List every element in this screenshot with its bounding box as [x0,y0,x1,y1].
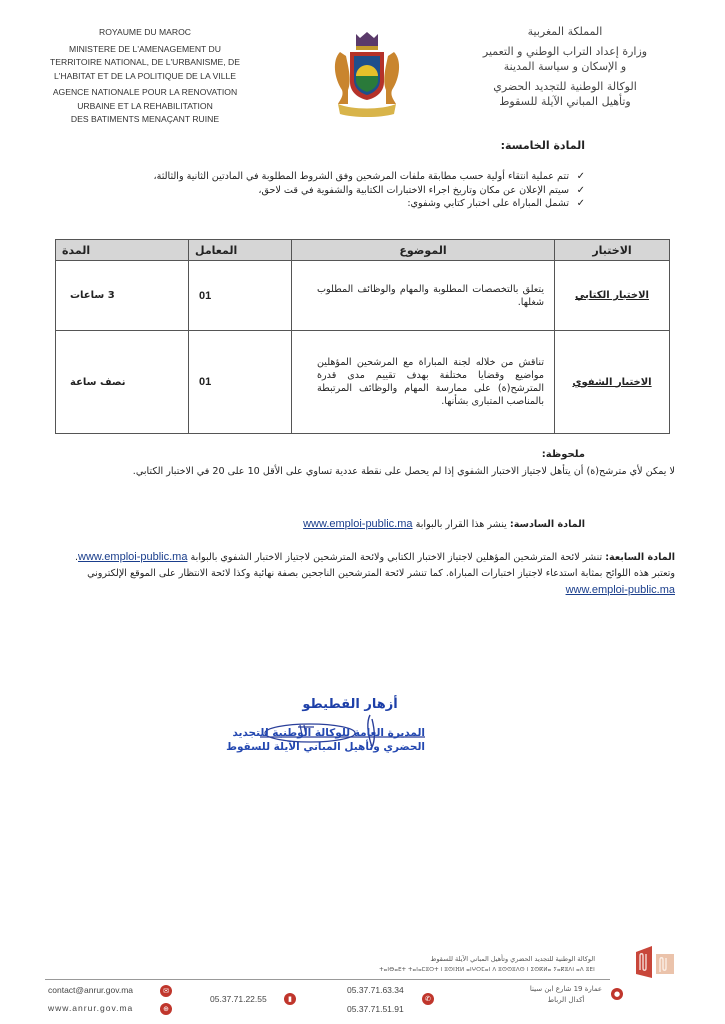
country-fr: ROYAUME DU MAROC [99,27,191,37]
table-row [56,261,670,331]
footer-fax: 05.37.71.22.55 [210,994,267,1004]
bullet-item [25,184,585,198]
signatory-title-line: الحضري وتأهيل المباني الآيلة للسقوط [226,741,425,753]
checkmark-icon: ✓ [576,171,585,182]
article7-text: تنشر لائحة المترشحين المؤهلين لاجتياز الاختبار الكتابي ولائحة المترشحين لاجتياز الاختبار الشفوي بالبوابة [190,552,603,563]
emploi-public-link[interactable]: www.emploi-public.ma [78,551,188,563]
footer-agency-tifinagh: ⵜⴰⵏⴱⴰⴹⵜ ⵜⴰⵏⴰⵎⵓⵔⵜ ⵏ ⵓⵙⵏⴼⵍ ⴰⵏⵖⵔⵎⴰⵏ ⴷ ⵓⵙⵙⵓⴷⵙ ⵏ ⵉⵙⴽⵍⴰ ⵢⴰⴽⵓⴷⵏ ⴰⴷ ⵓⴹⵏ [379,967,595,973]
header-arabic [445,24,685,109]
footer-divider [45,979,610,980]
emploi-public-link[interactable]: www.emploi-public.ma [565,584,675,596]
agency-fr-line: DES BATIMENTS MENAÇANT RUINE [70,114,220,124]
agency-fr-line: AGENCE NATIONALE POUR LA RENOVATION [52,87,238,97]
header-french [20,26,270,127]
checkmark-icon: ✓ [576,198,585,209]
note-title: ملحوظة: [541,449,585,460]
footer-email[interactable]: contact@anrur.gov.ma [48,985,134,995]
checkmark-icon: ✓ [576,184,585,196]
header-subject: الموضوع [292,240,555,261]
ministry-fr-line: MINISTERE DE L'AMENAGEMENT DU [69,43,221,54]
article6-label: المادة السادسة: [509,519,585,530]
header-coefficient: المعامل [189,240,292,261]
table-row [56,331,670,434]
agency-ar-line: الوكالة الوطنية للتجديد الحضري [493,80,637,93]
exam-subject: يتعلق بالتخصصات المطلوبة والمهام والوظائف المطلوب شغلها. [292,261,555,331]
exam-duration: 3 ساعات [56,261,189,331]
article5-bullets [25,170,585,211]
table-header-row [56,240,670,261]
article6 [303,518,585,530]
location-pin-icon: ● [611,988,623,1000]
exam-coefficient: 01 [189,261,292,331]
email-icon: ✉ [160,985,172,997]
agency-ar-line: وتأهيل المباني الآيلة للسقوط [499,95,631,108]
article6-text: ينشر هذا القرار بالبوابة [415,519,507,530]
agency-logo-icon [634,944,678,980]
exam-subject: تناقش من خلاله لجنة المباراة مع المرشحين المؤهلين مواضيع وقضايا مختلفة بهدف تقييم مدى قدرة المترشح(ة) على ممارسة المهام والوظائف المرتبطة بالمناصب المتبارى بشأنها. [292,331,555,434]
exam-coefficient: 01 [189,331,292,434]
globe-icon: ⊕ [160,1003,172,1015]
article7-label: المادة السابعة: [605,552,675,563]
exam-duration: نصف ساعة [56,331,189,434]
bullet-text: تتم عملية انتقاء أولية حسب مطابقة ملفات المرشحين وفق الشروط المطلوبة في المادتين الثانية والثالثة، [153,171,569,182]
signatory-title-line: المديرة العامة للوكالة الوطنية للتجديد [232,727,425,739]
ministry-ar-line: و الإسكان و سياسة المدينة [503,60,627,73]
moroccan-coat-of-arms-icon [322,30,412,118]
signatory-name: أزهار القطيطو [302,697,398,712]
signature-block [215,697,445,754]
ministry-ar-line: وزارة إعداد التراب الوطني و التعمير [482,45,648,58]
bullet-text: تشمل المباراة على اختبار كتابي وشفوي: [407,198,569,209]
bullet-item [25,170,585,184]
exam-table [55,239,670,434]
ministry-fr-line: TERRITOIRE NATIONAL, DE L'URBANISME, DE [50,57,240,67]
address-line: عمارة 19 شارع ابن سينا [529,985,603,993]
footer-address [520,984,612,1006]
article7-text: . وتعتبر هذه اللوائح بمثابة استدعاء لاجتياز اختبارات المباراة. كما تنشر لائحة المترشحين الناجحين بصفة نهائية وكذا لائحة الانتظار على الموقع الإلكتروني [74,552,675,579]
exam-name: الاختبار الكتابي [555,261,670,331]
agency-fr-line: URBAINE ET LA REHABILITATION [77,100,213,111]
exam-name: الاختبار الشفوي [555,331,670,434]
ministry-fr-line: L'HABITAT ET DE LA POLITIQUE DE LA VILLE [53,70,237,81]
footer-agency-arabic: الوكالة الوطنية للتجديد الحضري وتأهيل المباني الآيلة للسقوط [430,955,595,963]
footer-phone: 05.37.71.51.91 [347,1004,404,1014]
header-exam: الاختبار [555,240,670,261]
footer-website[interactable]: www.anrur.gov.ma [48,1003,134,1013]
article5-title: المادة الخامسة: [500,139,585,152]
bullet-item [25,197,585,211]
phone-icon: ✆ [422,993,434,1005]
header-duration: المدة [56,240,189,261]
fax-icon: ▮ [284,993,296,1005]
signatory-title [215,726,425,754]
address-line: أكدال الرباط [547,996,585,1004]
note-text: لا يمكن لأي مترشح(ة) أن يتأهل لاجتياز الاختبار الشفوي إذا لم يحصل على نقطة عددية تساوي على الأقل 10 على 20 في الاختبار الكتابي. [132,466,675,477]
article7 [55,549,675,599]
bullet-text: سيتم الإعلان عن مكان وتاريخ اجراء الاختبارات الكتابية والشفوية في قت لاحق، [258,184,569,196]
footer-phone: 05.37.71.63.34 [347,985,404,995]
emploi-public-link[interactable]: www.emploi-public.ma [303,518,413,530]
country-ar: المملكة المغربية [527,25,603,38]
